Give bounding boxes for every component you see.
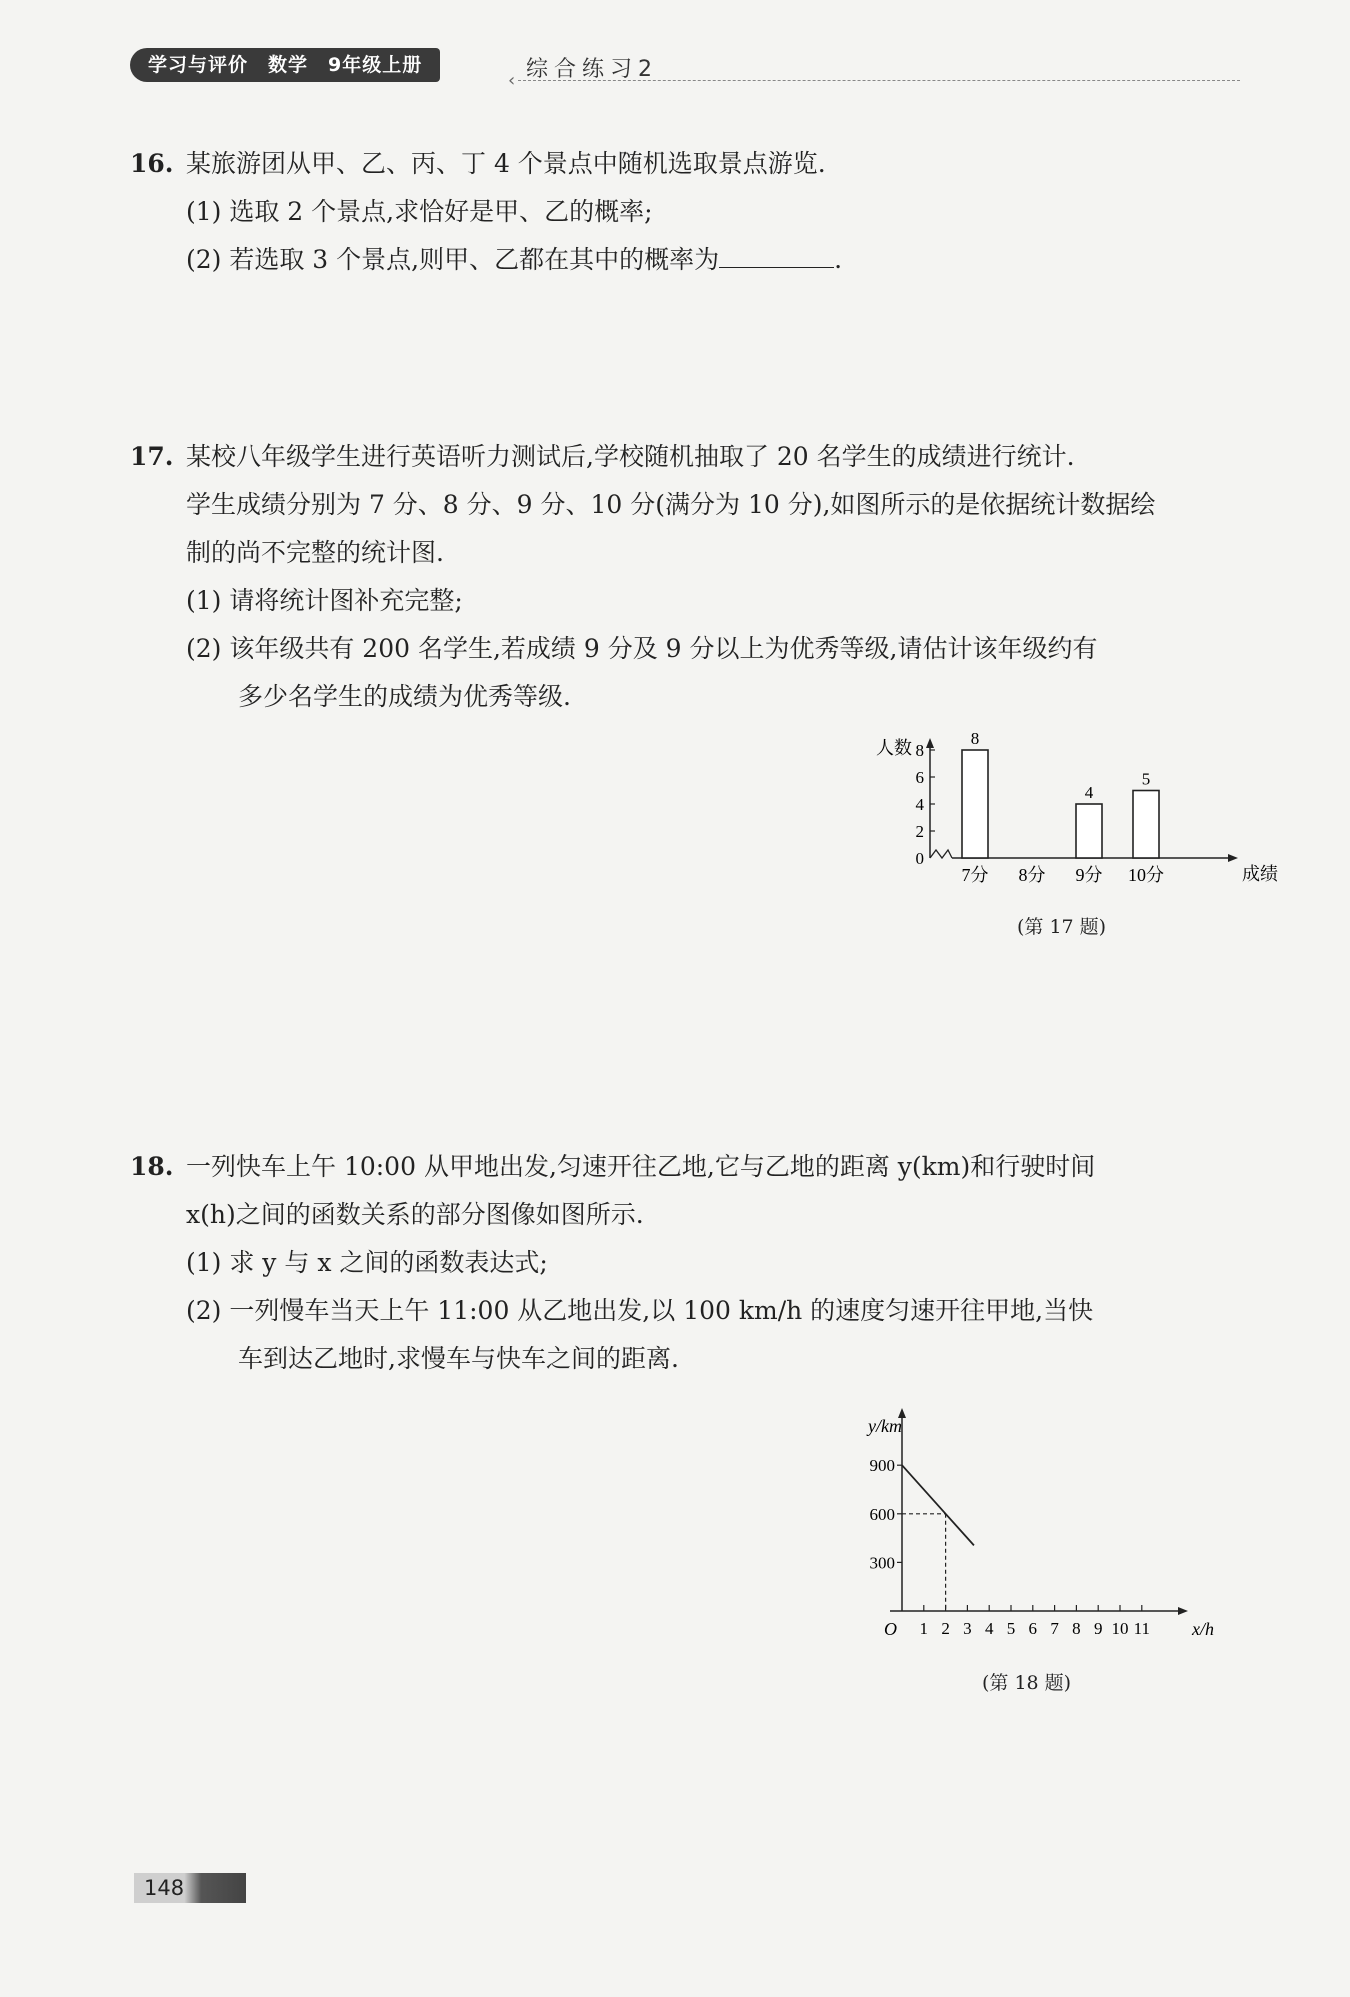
y-tick-label: 300 xyxy=(869,1553,895,1573)
problem-17 xyxy=(130,433,1245,721)
line-chart-18 xyxy=(840,1400,1240,1660)
y-tick-label: 0 xyxy=(915,849,924,868)
problem-part: (1) 请将统计图补充完整; xyxy=(186,586,463,615)
figure-caption-17: (第 17 题) xyxy=(1017,916,1107,938)
problem-number: 16. xyxy=(130,149,174,178)
problem-part: (1) 求 y 与 x 之间的函数表达式; xyxy=(186,1248,548,1277)
y-axis-arrow-icon xyxy=(926,738,934,748)
problem-part-cont: 车到达乙地时,求慢车与快车之间的距离. xyxy=(238,1344,679,1373)
x-tick-label: 9 xyxy=(1093,1619,1103,1638)
x-tick-label: 8 xyxy=(1072,1619,1081,1638)
x-tick-label: 1 xyxy=(919,1619,929,1638)
y-tick-label: 6 xyxy=(915,768,924,787)
origin-label: O xyxy=(884,1619,897,1639)
y-tick-label: 4 xyxy=(915,795,924,814)
x-tick-label: 9分 xyxy=(1075,865,1103,885)
problem-part-cont: 多少名学生的成绩为优秀等级. xyxy=(238,682,571,711)
badge-grade: 9年级上册 xyxy=(328,54,423,76)
problem-stem: x(h)之间的函数关系的部分图像如图所示. xyxy=(186,1200,644,1229)
x-tick-label: 7 xyxy=(1050,1619,1059,1638)
y-axis-label: y/km xyxy=(868,1416,902,1436)
chevron-left-icon: ‹ xyxy=(508,70,516,91)
y-tick-label: 900 xyxy=(869,1456,895,1476)
bar xyxy=(962,750,988,858)
problem-stem: 一列快车上午 10:00 从甲地出发,匀速开往乙地,它与乙地的距离 y(km)和行驶时间 xyxy=(186,1152,1096,1181)
bar-value-label: 4 xyxy=(1084,783,1094,802)
x-axis-arrow-icon xyxy=(1228,854,1238,862)
x-tick-label: 10 xyxy=(1111,1619,1129,1638)
section-title: 综合练习2 xyxy=(526,57,658,82)
problem-16 xyxy=(130,140,1245,284)
bar-value-label: 5 xyxy=(1141,769,1151,789)
problem-number: 17. xyxy=(130,442,174,471)
x-tick-label: 3 xyxy=(963,1619,972,1638)
problem-part: (2) 若选取 3 个景点,则甲、乙都在其中的概率为 . xyxy=(130,236,1245,284)
problem-stem: 某校八年级学生进行英语听力测试后,学校随机抽取了 20 名学生的成绩进行统计. xyxy=(186,442,1075,471)
x-tick-label: 4 xyxy=(984,1619,994,1638)
x-tick-label: 5 xyxy=(1006,1619,1016,1638)
x-axis-label: 成绩 xyxy=(1242,864,1278,884)
bar xyxy=(1076,804,1102,858)
y-tick-label: 2 xyxy=(915,822,924,841)
problem-number: 18. xyxy=(130,1152,174,1181)
badge-subject: 数学 xyxy=(268,54,309,76)
x-tick-label: 11 xyxy=(1133,1619,1150,1638)
problem-part: (1) 选取 2 个景点,求恰好是甲、乙的概率; xyxy=(186,197,653,226)
figure-caption-18: (第 18 题) xyxy=(982,1672,1072,1694)
problem-part: (2) 该年级共有 200 名学生,若成绩 9 分及 9 分以上为优秀等级,请估计该年级约有 xyxy=(186,634,1098,663)
badge-series: 学习与评价 xyxy=(148,54,249,76)
answer-blank[interactable] xyxy=(719,237,834,268)
problem-stem: 学生成绩分别为 7 分、8 分、9 分、10 分(满分为 10 分),如图所示的是依据统计数据绘 xyxy=(186,490,1156,519)
problem-part: (2) 一列慢车当天上午 11:00 从乙地出发,以 100 km/h 的速度匀速开往甲地,当快 xyxy=(186,1296,1094,1325)
x-tick-label: 2 xyxy=(941,1619,950,1638)
y-tick-label: 600 xyxy=(869,1504,895,1524)
page-number: 148 xyxy=(134,1873,246,1903)
x-tick-label: 7分 xyxy=(961,865,989,885)
x-tick-label: 8分 xyxy=(1018,865,1046,885)
x-tick-label: 10分 xyxy=(1128,865,1164,885)
y-tick-label: 8 xyxy=(915,741,924,760)
x-axis-label: x/h xyxy=(1192,1619,1214,1639)
bar-value-label: 8 xyxy=(970,729,980,748)
book-badge xyxy=(130,48,440,82)
bar-chart-17 xyxy=(870,690,1278,890)
axis-break-icon xyxy=(930,850,952,858)
y-axis-label: 人数 xyxy=(876,738,912,758)
x-axis-arrow-icon xyxy=(1178,1607,1188,1615)
problem-18 xyxy=(130,1143,1245,1383)
bar xyxy=(1133,791,1159,859)
page-header xyxy=(130,48,1240,91)
x-tick-label: 6 xyxy=(1028,1619,1038,1638)
problem-stem: 某旅游团从甲、乙、丙、丁 4 个景点中随机选取景点游览. xyxy=(186,149,826,178)
series-line xyxy=(902,1465,974,1545)
problem-stem: 制的尚不完整的统计图. xyxy=(186,538,444,567)
